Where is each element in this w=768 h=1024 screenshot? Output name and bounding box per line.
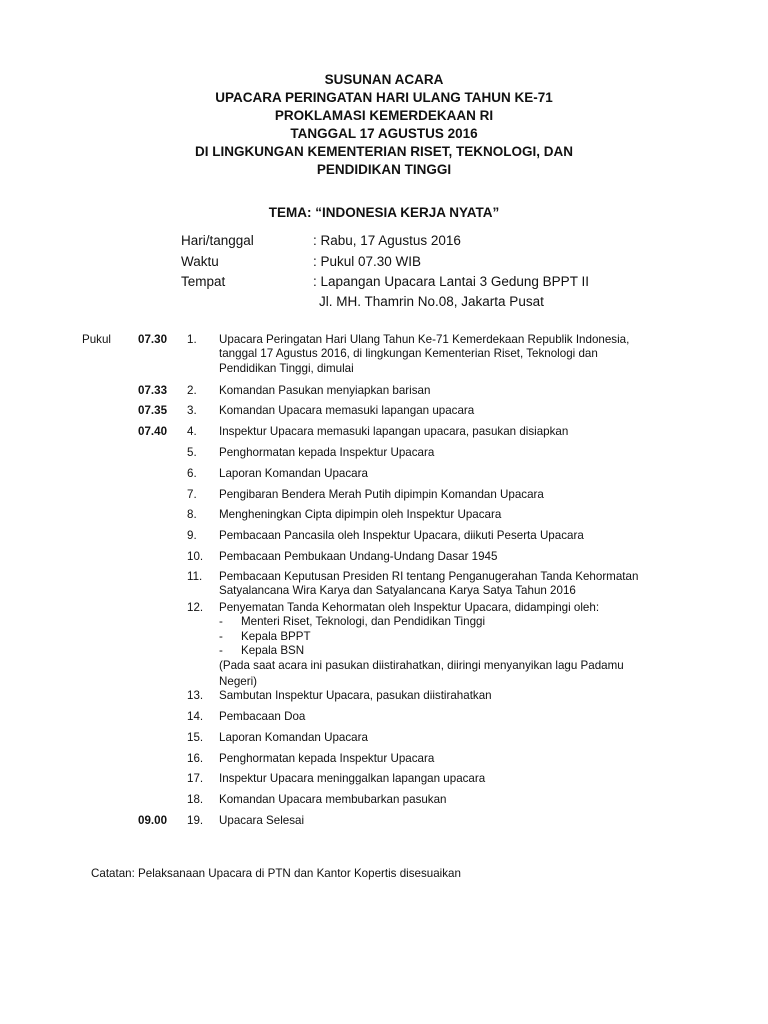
bullet-marker: - (219, 615, 223, 629)
agenda-text: Upacara Selesai (219, 814, 305, 827)
agenda-number: 15. (187, 731, 204, 744)
agenda-number: 19. (187, 814, 204, 827)
agenda-number: 12. (187, 601, 204, 614)
agenda-number: 18. (187, 793, 204, 806)
title-line: TANGGAL 17 AGUSTUS 2016 (290, 126, 478, 141)
agenda-number: 16. (187, 752, 204, 765)
agenda-number: 6. (187, 467, 197, 480)
info-value: Jl. MH. Thamrin No.08, Jakarta Pusat (319, 294, 544, 309)
title-line: SUSUNAN ACARA (324, 72, 444, 87)
agenda-number: 9. (187, 529, 197, 542)
agenda-number: 13. (187, 689, 204, 702)
agenda-note: (Pada saat acara ini pasukan diistirahatkan, diiringi menyanyikan lagu Padamu (219, 659, 624, 673)
theme: TEMA: “INDONESIA KERJA NYATA” (268, 205, 500, 220)
info-value: : Lapangan Upacara Lantai 3 Gedung BPPT II (313, 274, 589, 289)
agenda-subitem: Kepala BSN (241, 643, 305, 657)
agenda-note: Negeri) (219, 674, 258, 688)
agenda-text: Pembacaan Pembukaan Undang-Undang Dasar 1945 (219, 550, 498, 563)
agenda-text: Penghormatan kepada Inspektur Upacara (219, 752, 435, 765)
agenda-time: 07.33 (138, 384, 168, 397)
agenda-number: 14. (187, 710, 204, 723)
agenda-text: Komandan Upacara memasuki lapangan upacara (219, 404, 475, 417)
note: Catatan: Pelaksanaan Upacara di PTN dan Kantor Kopertis disesuaikan (91, 867, 461, 880)
info-label: Tempat (181, 274, 226, 289)
agenda-text: Inspektur Upacara meninggalkan lapangan upacara (219, 772, 486, 785)
agenda-number: 11. (187, 570, 203, 583)
agenda-time: 09.00 (138, 814, 168, 827)
agenda-text: Inspektur Upacara memasuki lapangan upacara, pasukan disiapkan (219, 425, 569, 438)
agenda-text: Pengibaran Bendera Merah Putih dipimpin Komandan Upacara (219, 488, 544, 501)
bullet-marker: - (219, 643, 223, 657)
agenda-number: 7. (187, 488, 197, 501)
title-line: PENDIDIKAN TINGGI (316, 162, 452, 177)
info-value: : Rabu, 17 Agustus 2016 (313, 233, 461, 248)
agenda-text: Mengheningkan Cipta dipimpin oleh Inspektur Upacara (219, 508, 502, 521)
agenda-number: 10. (187, 550, 204, 563)
agenda-time: 07.40 (138, 425, 168, 438)
agenda-text: Pembacaan Keputusan Presiden RI tentang Penganugerahan Tanda Kehormatan (219, 570, 639, 583)
info-label: Hari/tanggal (181, 233, 254, 248)
agenda-time: 07.30 (138, 333, 168, 346)
agenda-text: Komandan Upacara membubarkan pasukan (219, 793, 447, 806)
agenda-text: Satyalancana Wira Karya dan Satyalancana Karya Satya Tahun 2016 (219, 584, 576, 598)
agenda-text: Pendidikan Tinggi, dimulai (219, 361, 354, 375)
info-label: Waktu (181, 254, 219, 269)
title-line: UPACARA PERINGATAN HARI ULANG TAHUN KE-71 (215, 90, 553, 105)
agenda-number: 3. (187, 404, 197, 417)
agenda-text: Pembacaan Doa (219, 710, 306, 723)
title-line: DI LINGKUNGAN KEMENTERIAN RISET, TEKNOLOGI, DAN (194, 144, 573, 159)
agenda-text: Penghormatan kepada Inspektur Upacara (219, 446, 435, 459)
agenda-text: Upacara Peringatan Hari Ulang Tahun Ke-71 Kemerdekaan Republik Indonesia, (219, 333, 630, 346)
agenda-text: Sambutan Inspektur Upacara, pasukan diistirahatkan (219, 689, 492, 702)
agenda-number: 2. (187, 384, 197, 397)
bullet-marker: - (219, 629, 223, 643)
agenda-time: 07.35 (138, 404, 168, 417)
agenda-text: Komandan Pasukan menyiapkan barisan (219, 384, 431, 397)
agenda-number: 17. (187, 772, 204, 785)
title-line: PROKLAMASI KEMERDEKAAN RI (274, 108, 494, 123)
pukul-label: Pukul (82, 333, 112, 346)
agenda-text: Laporan Komandan Upacara (219, 731, 368, 744)
agenda-text: Pembacaan Pancasila oleh Inspektur Upacara, diikuti Peserta Upacara (219, 529, 584, 542)
agenda-text: Penyematan Tanda Kehormatan oleh Inspektur Upacara, didampingi oleh: (219, 601, 600, 614)
agenda-subitem: Menteri Riset, Teknologi, dan Pendidikan Tinggi (241, 615, 486, 629)
agenda-number: 1. (187, 333, 197, 346)
agenda-number: 8. (187, 508, 197, 521)
agenda-subitem: Kepala BPPT (241, 629, 311, 643)
agenda-text: tanggal 17 Agustus 2016, di lingkungan Kementerian Riset, Teknologi dan (219, 347, 598, 361)
agenda-number: 4. (187, 425, 197, 438)
agenda-text: Laporan Komandan Upacara (219, 467, 368, 480)
agenda-number: 5. (187, 446, 197, 459)
info-value: : Pukul 07.30 WIB (313, 254, 422, 269)
